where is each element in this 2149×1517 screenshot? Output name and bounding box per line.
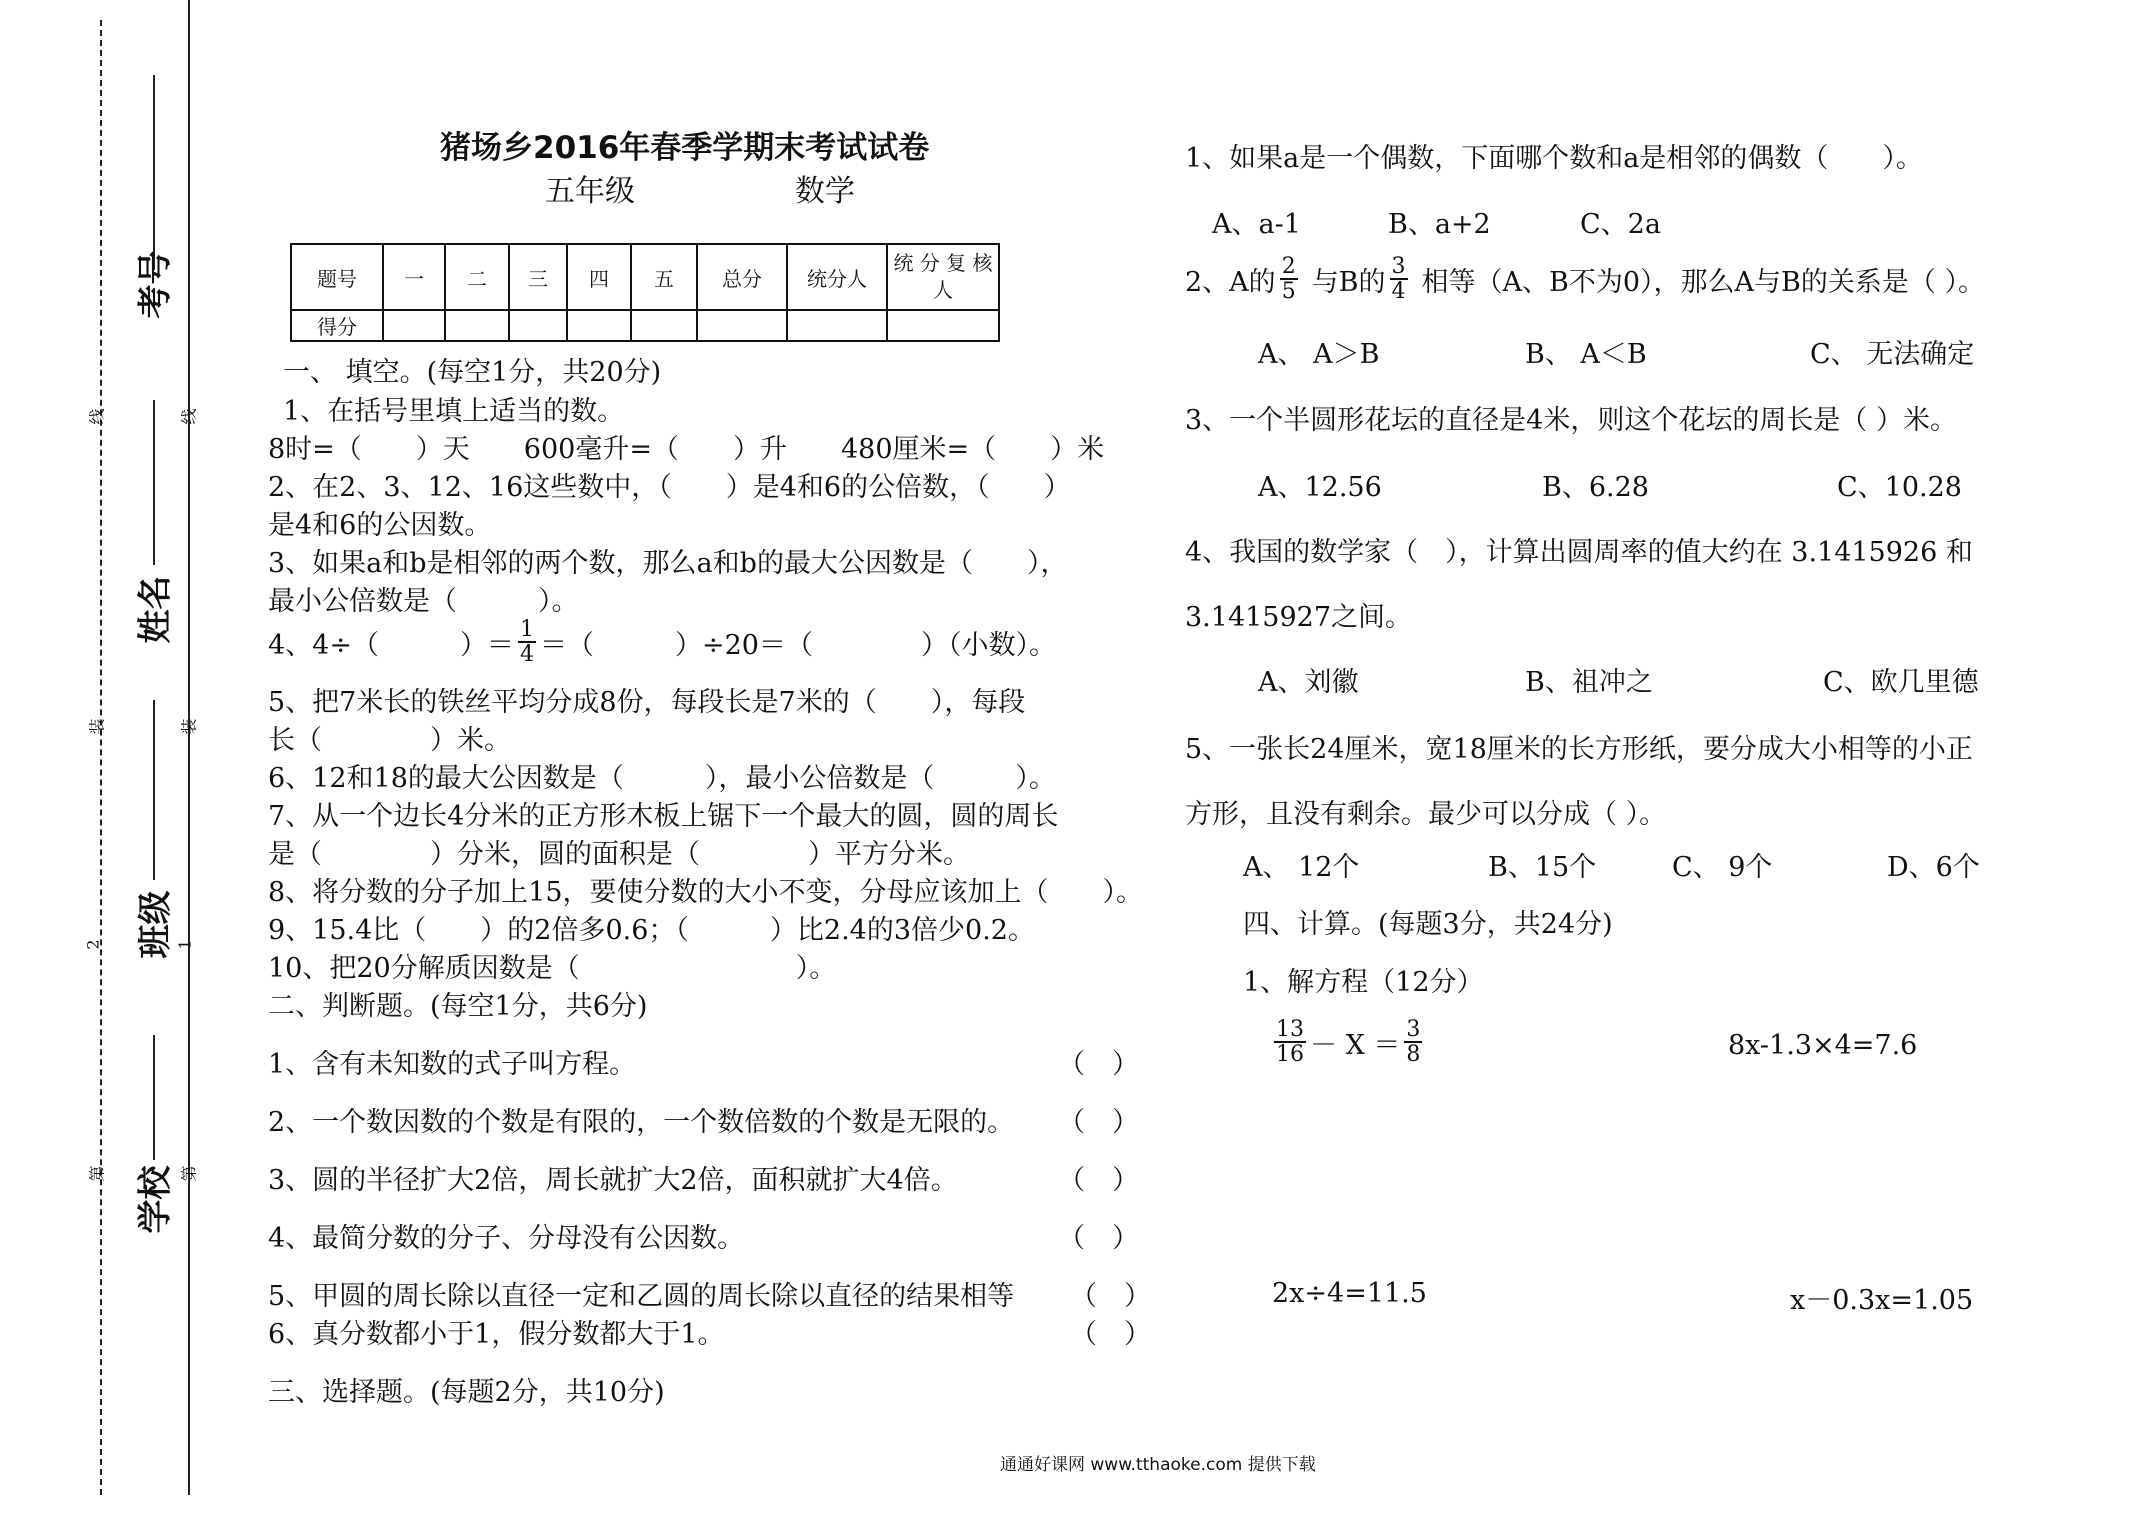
score-cell[interactable] — [445, 310, 509, 341]
fill-q4 — [268, 618, 1056, 666]
grade-label: 五年级 — [545, 174, 635, 209]
judge-q5: 5、甲圆的周长除以直径一定和乙圆的周长除以直径的结果相等 — [268, 1281, 1015, 1312]
judge-q2: 2、一个数因数的个数是有限的，一个数倍数的个数是无限的。 — [268, 1107, 1015, 1138]
score-header-cell: 统 分 复 核人 — [887, 244, 999, 310]
fraction-denominator: 8 — [1406, 1042, 1421, 1068]
judge-q1-answer[interactable]: （ ） — [1058, 1049, 1139, 1080]
fill-q7: 7、从一个边长4分米的正方形木板上锯下一个最大的圆，圆的周长 — [268, 801, 1059, 832]
score-header-cell: 一 — [383, 244, 445, 310]
fill-q1-line: 8时=（ ）天 600毫升=（ ）升 480厘米=（ ）米 — [268, 434, 1105, 465]
fraction-numerator: 13 — [1276, 1017, 1304, 1042]
equation-1-fraction-b — [1404, 1018, 1422, 1066]
margin-mark-left-1: 线 — [87, 408, 107, 425]
score-header-cell: 五 — [631, 244, 697, 310]
score-header-cell: 总分 — [697, 244, 787, 310]
choice-q4: 4、我国的数学家（ ），计算出圆周率的值大约在 3.1415926 和 — [1185, 537, 1973, 568]
fill-q9: 9、15.4比（ ）的2倍多0.6；（ ）比2.4的3倍少0.2。 — [268, 915, 1035, 946]
judge-q5-answer[interactable]: （ ） — [1070, 1281, 1151, 1312]
choice-q4-opt-b[interactable]: B、祖冲之 — [1525, 667, 1653, 698]
choice-q2 — [1185, 255, 1985, 303]
section-2-heading: 二、判断题。(每空1分，共6分) — [268, 991, 648, 1022]
score-cell[interactable] — [567, 310, 631, 341]
choice-q2-fraction-b — [1390, 255, 1408, 303]
judge-q3: 3、圆的半径扩大2倍，周长就扩大2倍，面积就扩大4倍。 — [268, 1165, 958, 1196]
equation-1 — [1270, 1018, 1426, 1066]
exam-number-blank — [153, 75, 155, 270]
name-label: 姓名 — [135, 575, 176, 644]
choice-q1: 1、如果a是一个偶数，下面哪个数和a是相邻的偶数（ ）。 — [1185, 143, 1923, 174]
choice-q5-cont: 方形，且没有剩余。最少可以分成（ ）。 — [1185, 799, 1667, 830]
judge-q4: 4、最简分数的分子、分母没有公因数。 — [268, 1223, 745, 1254]
choice-q4-opt-a[interactable]: A、刘徽 — [1258, 667, 1359, 698]
score-cell[interactable] — [887, 310, 999, 341]
score-header-cell: 统分人 — [787, 244, 887, 310]
name-blank — [153, 400, 155, 565]
equation-4: x－0.3x=1.05 — [1790, 1285, 1974, 1316]
fraction-denominator: 16 — [1276, 1042, 1304, 1068]
footer-credit: 通通好课网 www.tthaoke.com 提供下载 — [1000, 1455, 1316, 1475]
fill-q4-fraction — [518, 618, 536, 666]
choice-q5-opt-b[interactable]: B、15个 — [1488, 852, 1597, 883]
choice-q1-opt-c[interactable]: C、2a — [1580, 209, 1661, 240]
choice-q2-opt-c[interactable]: C、 无法确定 — [1810, 339, 1975, 370]
exam-number-label: 考号 — [135, 250, 176, 319]
subject-label: 数学 — [795, 174, 855, 209]
margin-mark-left-4: 第 — [87, 1165, 107, 1182]
class-label: 班级 — [135, 890, 176, 959]
choice-q4-opt-c[interactable]: C、欧几里德 — [1823, 667, 1979, 698]
fill-q6: 6、12和18的最大公因数是（ ），最小公倍数是（ ）。 — [268, 763, 1056, 794]
fraction-numerator: 2 — [1281, 254, 1296, 279]
section-1-heading: 一、 填空。(每空1分，共20分) — [283, 357, 662, 388]
fraction-denominator: 5 — [1281, 279, 1296, 305]
judge-q1: 1、含有未知数的式子叫方程。 — [268, 1049, 637, 1080]
score-cell[interactable] — [509, 310, 567, 341]
section-4-heading: 四、计算。(每题3分，共24分) — [1243, 909, 1613, 940]
score-cell[interactable] — [697, 310, 787, 341]
judge-q6-answer[interactable]: （ ） — [1070, 1319, 1151, 1350]
choice-q3: 3、一个半圆形花坛的直径是4米，则这个花坛的周长是（ ）米。 — [1185, 405, 1957, 436]
binding-line-outer — [100, 20, 102, 1495]
equation-1-mid: － X ＝ — [1310, 1029, 1401, 1061]
choice-q5-opt-c[interactable]: C、 9个 — [1672, 852, 1773, 883]
choice-q3-opt-c[interactable]: C、10.28 — [1837, 472, 1962, 503]
fraction-denominator: 4 — [1391, 279, 1406, 305]
fill-q5-cont: 长（ ）米。 — [268, 725, 511, 756]
margin-mark-right-4: 第 — [179, 1165, 199, 1182]
judge-q4-answer[interactable]: （ ） — [1058, 1223, 1139, 1254]
fill-q4-prefix: 4、4÷（ ）＝ — [268, 629, 514, 661]
exam-title: 猪场乡2016年春季学期末考试试卷 — [440, 130, 930, 166]
score-header-cell: 三 — [509, 244, 567, 310]
choice-q2-opt-a[interactable]: A、 A＞B — [1258, 339, 1380, 370]
choice-q5-opt-d[interactable]: D、6个 — [1887, 852, 1980, 883]
choice-q2-prefix: 2、A的 — [1185, 266, 1276, 298]
fraction-numerator: 3 — [1406, 1017, 1421, 1042]
judge-q3-answer[interactable]: （ ） — [1058, 1165, 1139, 1196]
fill-q2: 2、在2、3、12、16这些数中，（ ）是4和6的公倍数，（ ） — [268, 472, 1071, 503]
margin-mark-right-2: 装 — [179, 718, 199, 735]
score-cell[interactable] — [383, 310, 445, 341]
judge-q6: 6、真分数都小于1，假分数都大于1。 — [268, 1319, 725, 1350]
school-label: 学校 — [135, 1165, 176, 1234]
fraction-numerator: 1 — [519, 617, 534, 642]
binding-line-inner — [188, 0, 190, 1495]
fill-q8: 8、将分数的分子加上15，要使分数的大小不变，分母应该加上（ ）。 — [268, 877, 1144, 908]
section-3-heading: 三、选择题。(每题2分，共10分) — [268, 1377, 665, 1408]
equation-2: 8x-1.3×4=7.6 — [1728, 1030, 1918, 1061]
choice-q2-fraction-a — [1280, 255, 1298, 303]
school-blank — [153, 1035, 155, 1160]
margin-mark-right-1: 线 — [179, 408, 199, 425]
choice-q1-opt-a[interactable]: A、a-1 — [1212, 209, 1301, 240]
equation-1-fraction-a — [1274, 1018, 1306, 1066]
score-header-cell: 二 — [445, 244, 509, 310]
class-blank — [153, 700, 155, 880]
fill-q10: 10、把20分解质因数是（ ）。 — [268, 953, 837, 984]
fill-q5: 5、把7米长的铁丝平均分成8份，每段长是7米的（ ），每段 — [268, 687, 1026, 718]
fill-q7-cont: 是（ ）分米，圆的面积是（ ）平方分米。 — [268, 839, 970, 870]
score-header-cell: 四 — [567, 244, 631, 310]
fill-q1: 1、在括号里填上适当的数。 — [283, 396, 625, 427]
fill-q2-cont: 是4和6的公因数。 — [268, 510, 492, 541]
fraction-denominator: 4 — [519, 642, 534, 668]
fill-q4-suffix: ＝（ ）÷20＝（ ）（小数）。 — [539, 629, 1056, 661]
fill-q3-cont: 最小公倍数是（ ）。 — [268, 586, 579, 617]
score-header-cell: 题号 — [291, 244, 383, 310]
fraction-numerator: 3 — [1391, 254, 1406, 279]
score-cell[interactable] — [787, 310, 887, 341]
margin-mark-right-3: 1 — [175, 939, 195, 950]
choice-q3-opt-b[interactable]: B、6.28 — [1542, 472, 1649, 503]
choice-q3-opt-a[interactable]: A、12.56 — [1258, 472, 1382, 503]
choice-q5: 5、一张长24厘米，宽18厘米的长方形纸，要分成大小相等的小正 — [1185, 734, 1973, 765]
judge-q2-answer[interactable]: （ ） — [1058, 1107, 1139, 1138]
choice-q1-opt-b[interactable]: B、a+2 — [1388, 209, 1491, 240]
fill-q3: 3、如果a和b是相邻的两个数，那么a和b的最大公因数是（ ）， — [268, 548, 1068, 579]
score-cell[interactable] — [631, 310, 697, 341]
choice-q2-suffix: 相等（A、B不为0），那么A与B的关系是（ ）。 — [1421, 266, 1985, 298]
choice-q2-opt-b[interactable]: B、 A＜B — [1525, 339, 1647, 370]
margin-mark-left-3: 2 — [83, 939, 103, 950]
choice-q5-opt-a[interactable]: A、 12个 — [1243, 852, 1360, 883]
score-table — [290, 243, 1000, 342]
margin-mark-left-2: 装 — [87, 718, 107, 735]
choice-q2-mid: 与B的 — [1311, 266, 1386, 298]
score-row-label: 得分 — [291, 310, 383, 341]
choice-q4-cont: 3.1415927之间。 — [1185, 602, 1413, 633]
equation-3: 2x÷4=11.5 — [1272, 1278, 1427, 1309]
equation-subheading: 1、解方程（12分） — [1243, 967, 1484, 998]
